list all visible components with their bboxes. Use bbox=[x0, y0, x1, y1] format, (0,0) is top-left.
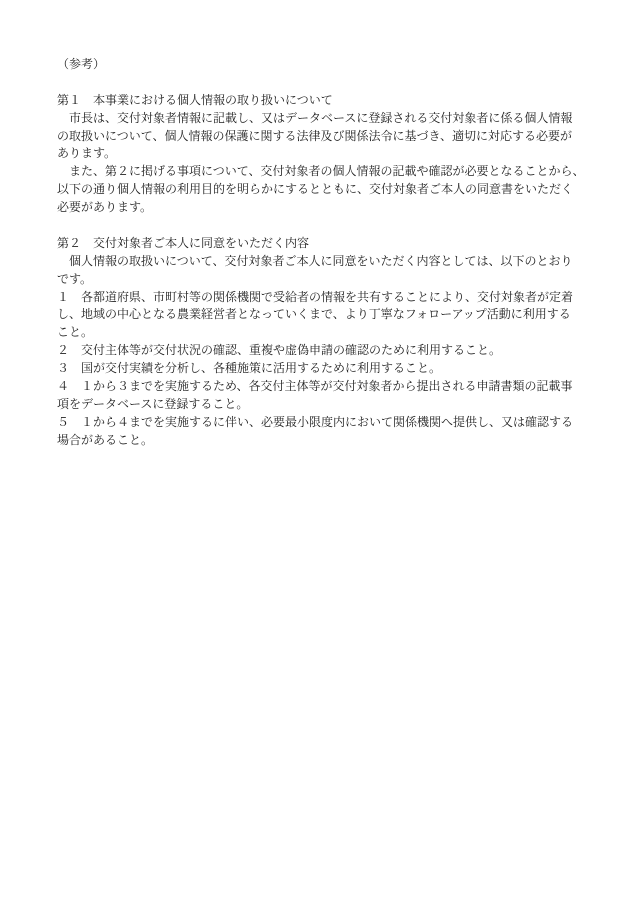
text-line: 個人情報の取扱いについて、交付対象者ご本人に同意をいただく内容としては、以下のとおり bbox=[57, 253, 573, 268]
list-item-line: 項をデータベースに登録すること。 bbox=[57, 396, 249, 411]
list-item-line: ２ 交付主体等が交付状況の確認、重複や虚偽申請の確認のために利用すること。 bbox=[57, 343, 502, 358]
list-item-line: こと。 bbox=[57, 325, 94, 340]
reference-note: （参考） bbox=[57, 57, 106, 71]
text-line: あります。 bbox=[57, 146, 117, 161]
text-line: 市長は、交付対象者情報に記載し、又はデータベースに登録される交付対象者に係る個人情報 bbox=[57, 110, 573, 125]
text-line: です。 bbox=[57, 271, 93, 286]
list-item-line: ４ １から３までを実施するため、各交付主体等が交付対象者から提出される申請書類の記載事 bbox=[57, 379, 573, 394]
text-line: 以下の通り個人情報の利用目的を明らかにするとともに、交付対象者ご本人の同意書をいただく bbox=[57, 182, 574, 197]
text-line: 必要があります。 bbox=[57, 200, 153, 215]
list-item-line: １ 各都道府県、市町村等の関係機関で受給者の情報を共有することにより、交付対象者が定着 bbox=[57, 289, 574, 304]
list-item-line: し、地域の中心となる農業経営者となっていくまで、より丁寧なフォローアップ活動に利用する bbox=[57, 307, 571, 322]
text-line: また、第２に掲げる事項について、交付対象者の個人情報の記載や確認が必要となることから、 bbox=[57, 164, 585, 179]
list-item-line: ３ 国が交付実績を分析し、各種施策に活用するために利用すること。 bbox=[57, 361, 442, 376]
list-item-line: ５ １から４までを実施するに伴い、必要最小限度内において関係機関へ提供し、又は確認する bbox=[57, 414, 574, 429]
list-item-line: 場合があること。 bbox=[57, 432, 154, 447]
text-line: の取扱いについて、個人情報の保護に関する法律及び関係法令に基づき、適切に対応する必要が bbox=[57, 128, 573, 143]
section-1-heading: 第１ 本事業における個人情報の取り扱いについて bbox=[57, 92, 333, 107]
blank-line bbox=[57, 217, 630, 235]
section-2-heading: 第２ 交付対象者ご本人に同意をいただく内容 bbox=[57, 235, 310, 250]
blank-line bbox=[57, 74, 630, 92]
